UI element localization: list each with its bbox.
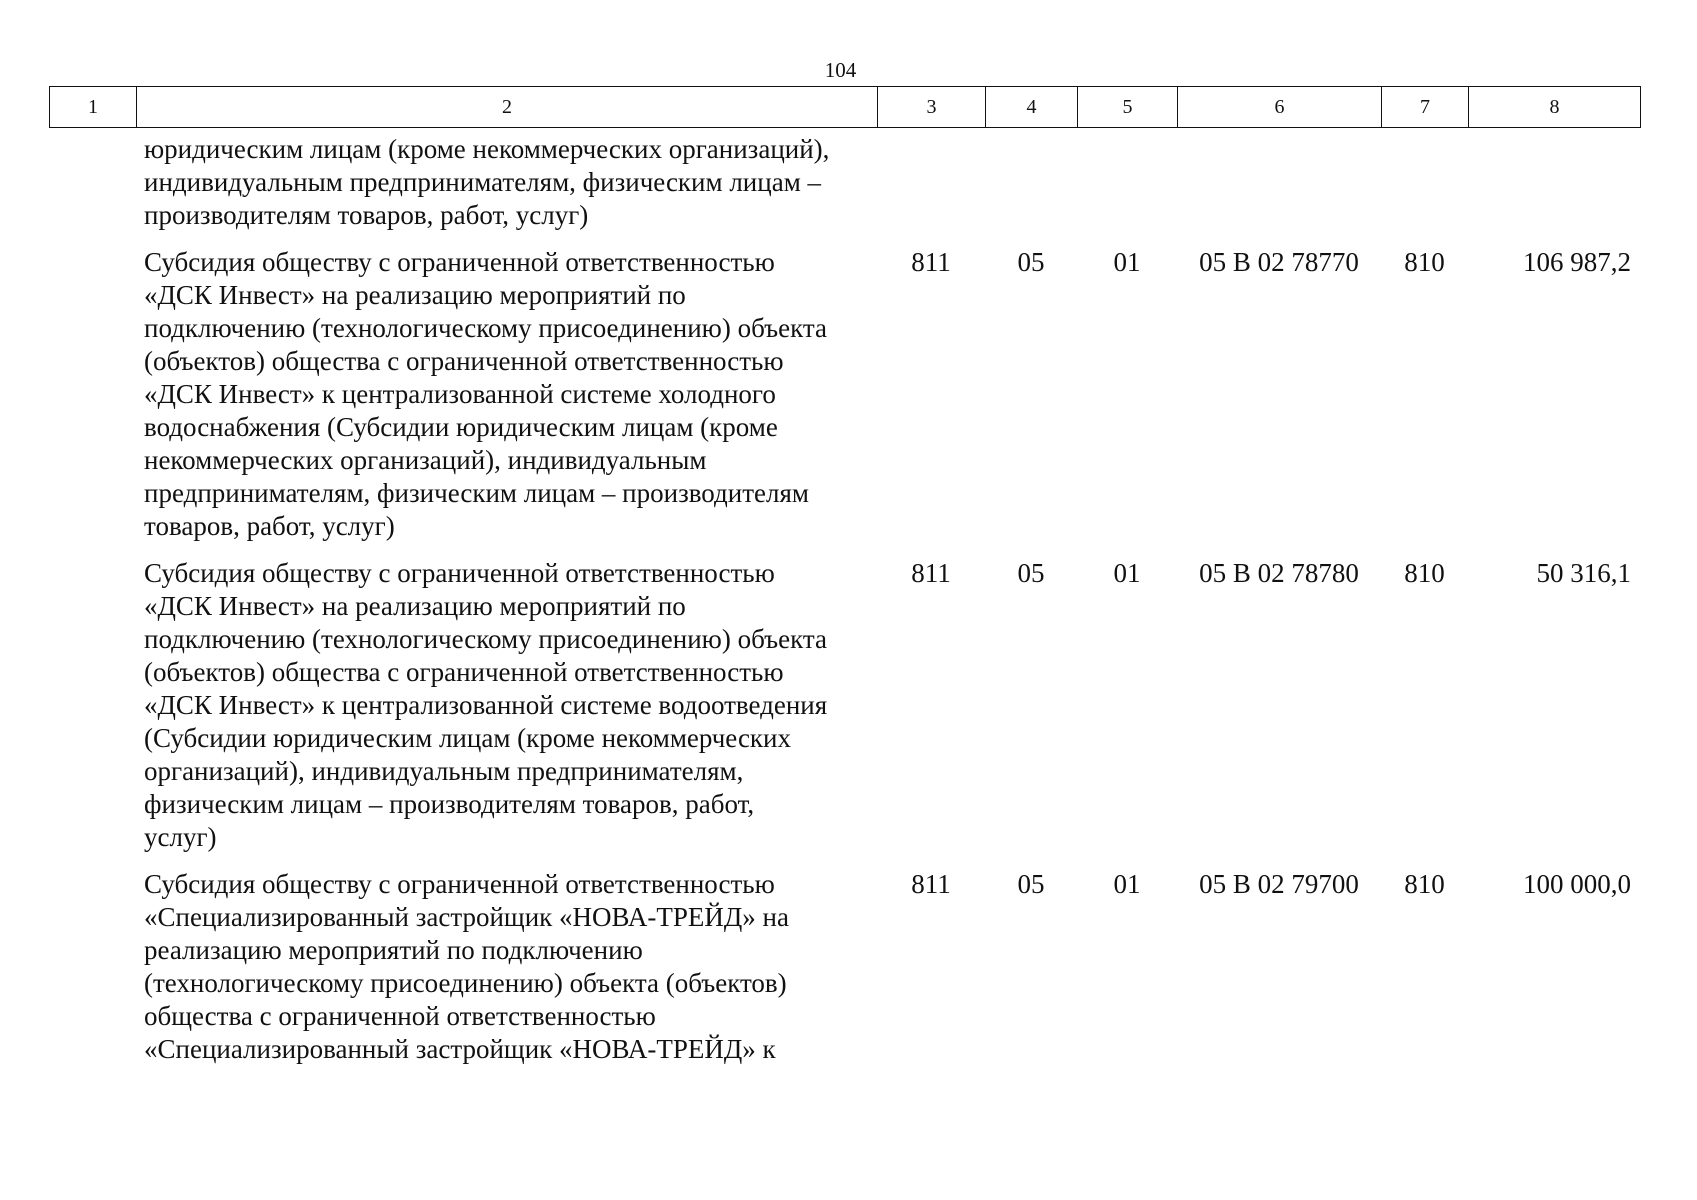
description-line: (Субсидии юридическим лицам (кроме некоммерческих — [144, 723, 791, 753]
description-line: услуг) — [144, 822, 217, 852]
description-line: организаций), индивидуальным предпринимателям, — [144, 756, 744, 786]
table-row — [49, 133, 1640, 232]
item-description — [136, 246, 877, 543]
ministry-code: 811 — [911, 869, 951, 899]
header-col-3: 3 — [878, 87, 986, 128]
description-line: некоммерческих организаций), индивидуальным — [144, 445, 707, 475]
description-line: Субсидия обществу с ограниченной ответственностью — [144, 869, 775, 899]
amount: 106 987,2 — [1523, 247, 1631, 277]
description-line: «ДСК Инвест» к централизованной системе водоотведения — [144, 690, 828, 720]
header-col-7: 7 — [1382, 87, 1469, 128]
section-code: 05 — [1017, 558, 1045, 588]
description-line: физическим лицам – производителям товаров, работ, — [144, 789, 755, 819]
item-description — [136, 557, 877, 854]
description-line: Субсидия обществу с ограниченной ответственностью — [144, 247, 775, 277]
amount: 100 000,0 — [1523, 869, 1631, 899]
subsection-code: 01 — [1113, 869, 1141, 899]
header-col-2: 2 — [137, 87, 878, 128]
description-line: реализацию мероприятий по подключению — [144, 935, 643, 965]
description-line: «ДСК Инвест» на реализацию мероприятий по — [144, 280, 686, 310]
expense-type-code: 810 — [1404, 869, 1445, 899]
header-col-6: 6 — [1178, 87, 1382, 128]
target-article-code: 05 В 02 78780 — [1199, 558, 1359, 588]
description-line: (объектов) общества с ограниченной ответственностью — [144, 657, 784, 687]
expense-type-code: 810 — [1404, 558, 1445, 588]
description-line: индивидуальным предпринимателям, физическим лицам – — [144, 167, 822, 197]
expense-type-code: 810 — [1404, 247, 1445, 277]
description-line: (технологическому присоединению) объекта (объектов) — [144, 968, 787, 998]
subsection-code: 01 — [1113, 247, 1141, 277]
subsection-code: 01 — [1113, 558, 1141, 588]
description-line: «Специализированный застройщик «НОВА-ТРЕЙД» к — [144, 1034, 776, 1064]
page-number — [0, 58, 1697, 82]
header-col-8: 8 — [1469, 87, 1641, 128]
item-description — [136, 868, 877, 1066]
description-line: «Специализированный застройщик «НОВА-ТРЕЙД» на — [144, 902, 789, 932]
ministry-code: 811 — [911, 247, 951, 277]
target-article-code: 05 В 02 78770 — [1199, 247, 1359, 277]
ministry-code: 811 — [911, 558, 951, 588]
target-article-code: 05 В 02 79700 — [1199, 869, 1359, 899]
description-line: подключению (технологическому присоединению) объекта — [144, 313, 827, 343]
description-line: Субсидия обществу с ограниченной ответственностью — [144, 558, 775, 588]
table-row — [49, 246, 1640, 543]
header-col-5: 5 — [1078, 87, 1178, 128]
description-line: подключению (технологическому присоединению) объекта — [144, 624, 827, 654]
description-line: водоснабжения (Субсидии юридическим лицам (кроме — [144, 412, 778, 442]
header-col-1: 1 — [50, 87, 137, 128]
description-line: товаров, работ, услуг) — [144, 511, 395, 541]
table-row — [49, 557, 1640, 854]
description-line: «ДСК Инвест» на реализацию мероприятий по — [144, 591, 686, 621]
header-row — [50, 87, 1641, 128]
header-col-4: 4 — [986, 87, 1078, 128]
section-code: 05 — [1017, 247, 1045, 277]
amount: 50 316,1 — [1536, 558, 1631, 588]
page-number-text: 104 — [824, 58, 857, 82]
description-line: производителям товаров, работ, услуг) — [144, 200, 589, 230]
item-description — [136, 133, 877, 232]
budget-table-body — [49, 133, 1640, 1066]
description-line: предпринимателям, физическим лицам – производителям — [144, 478, 809, 508]
column-number-header — [49, 86, 1641, 128]
description-line: общества с ограниченной ответственностью — [144, 1001, 656, 1031]
description-line: (объектов) общества с ограниченной ответственностью — [144, 346, 784, 376]
section-code: 05 — [1017, 869, 1045, 899]
description-line: «ДСК Инвест» к централизованной системе холодного — [144, 379, 776, 409]
description-line: юридическим лицам (кроме некоммерческих организаций), — [144, 134, 830, 164]
table-row — [49, 868, 1640, 1066]
